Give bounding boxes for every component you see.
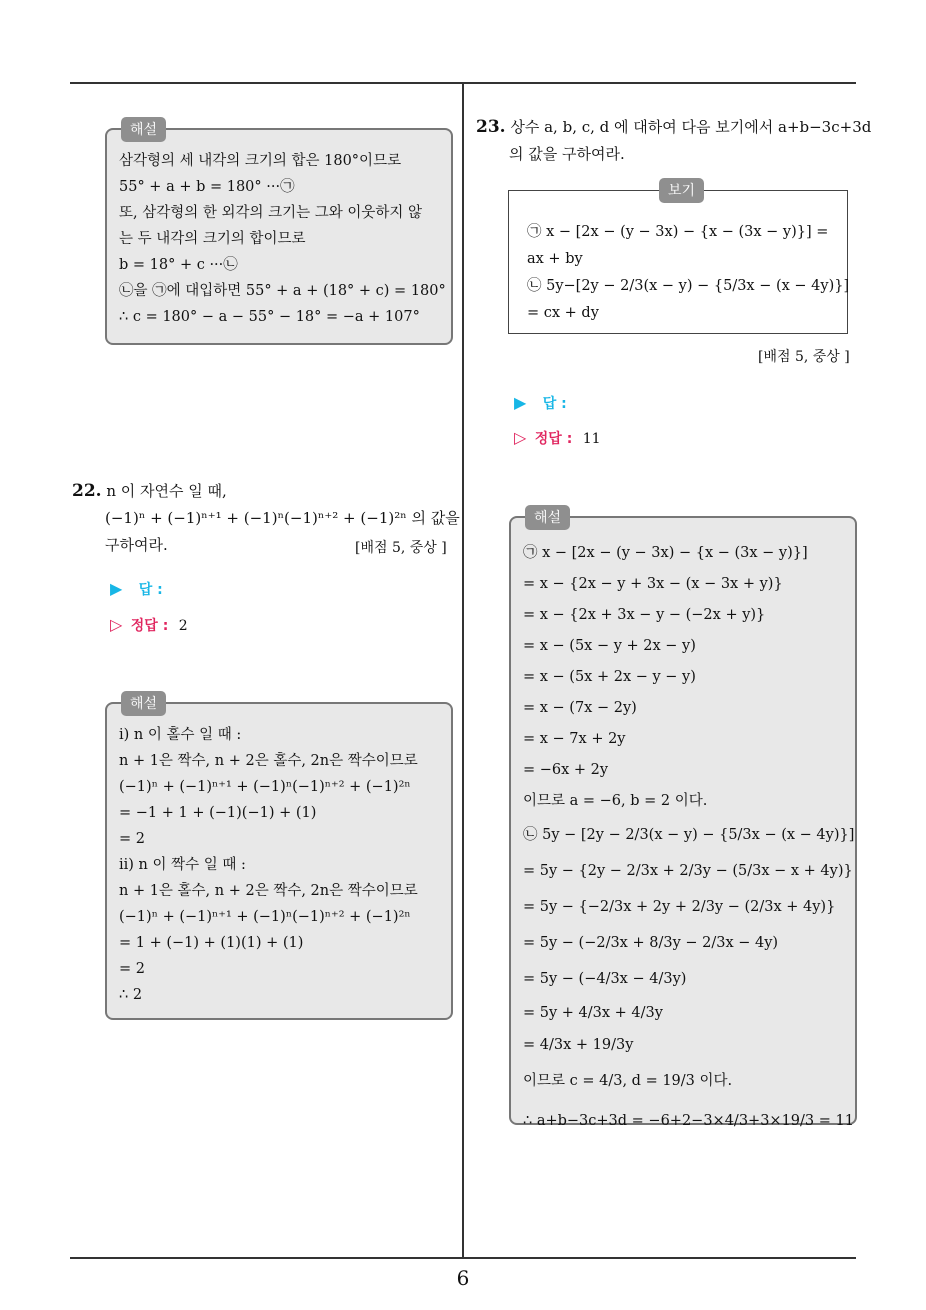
correct-value: 2	[178, 618, 188, 634]
explanation-line: 55° + a + b = 180° ···㉠	[119, 179, 295, 195]
explanation-line: = x − {2x − y + 3x − (x − 3x + y)}	[523, 576, 783, 592]
problem-number: 23.	[476, 117, 506, 137]
explanation-line: ∴ c = 180° − a − 55° − 18° = −a + 107°	[119, 309, 420, 325]
bottom-rule	[70, 1257, 856, 1259]
explanation-line: = x − (7x − 2y)	[523, 700, 637, 716]
explanation-line: i) n 이 홀수 일 때 :	[119, 727, 242, 743]
explanation-line: (−1)ⁿ + (−1)ⁿ⁺¹ + (−1)ⁿ(−1)ⁿ⁺² + (−1)²ⁿ	[119, 779, 411, 795]
problem-number: 22.	[72, 481, 102, 501]
play-icon: ▶	[110, 579, 123, 598]
explanation-line: = 2	[119, 961, 145, 977]
explanation-line: = 5y − {−2/3x + 2y + 2/3y − (2/3x + 4y)}	[523, 899, 836, 915]
explanation-line: 삼각형의 세 내각의 크기의 합은 180°이므로	[119, 153, 402, 169]
bogi-line: ax + by	[527, 251, 583, 267]
problem-text: 구하여라.	[105, 536, 168, 554]
correct-label: 정답 :	[130, 618, 169, 634]
correct-label: 정답 :	[534, 431, 573, 447]
correct-value: 11	[582, 431, 601, 447]
problem-text: 의 값을 구하여라.	[509, 145, 625, 163]
problem-text: n 이 자연수 일 때,	[106, 482, 227, 500]
explanation-line: = 5y + 4/3x + 4/3y	[523, 1005, 663, 1021]
explanation-line: ㉡을 ㉠에 대입하면 55° + a + (18° + c) = 180°	[119, 283, 446, 299]
explanation-line: = −1 + 1 + (−1)(−1) + (1)	[119, 805, 317, 821]
play-icon: ▶	[514, 393, 527, 412]
explanation-line: = x − {2x + 3x − y − (−2x + y)}	[523, 607, 766, 623]
explanation-tag: 해설	[121, 691, 166, 716]
explanation-line: = x − 7x + 2y	[523, 731, 626, 747]
explanation-line: = 2	[119, 831, 145, 847]
problem-text: (−1)ⁿ + (−1)ⁿ⁺¹ + (−1)ⁿ(−1)ⁿ⁺² + (−1)²ⁿ 의 값을	[105, 509, 460, 527]
explanation-line: ii) n 이 짝수 일 때 :	[119, 857, 246, 873]
explanation-line: ㉠ x − [2x − (y − 3x) − {x − (3x − y)}]	[523, 545, 808, 561]
explanation-line: n + 1은 짝수, n + 2은 홀수, 2n은 짝수이므로	[119, 753, 418, 769]
explanation-line: 이므로 c = 4/3, d = 19/3 이다.	[523, 1073, 733, 1089]
score-label: [배점 5, 중상 ]	[355, 540, 447, 556]
explanation-line: = 4/3x + 19/3y	[523, 1037, 634, 1053]
explanation-line: ㉡ 5y − [2y − 2/3(x − y) − {5/3x − (x − 4y)}]	[523, 827, 855, 843]
explanation-line: ∴ a+b−3c+3d = −6+2−3×4/3+3×19/3 = 11	[523, 1113, 854, 1129]
explanation-line: = −6x + 2y	[523, 762, 609, 778]
page-number: 6	[456, 1266, 470, 1290]
bogi-box	[508, 183, 850, 334]
explanation-box-23	[509, 510, 857, 1129]
explanation-line: 또, 삼각형의 한 외각의 크기는 그와 이웃하지 않	[119, 205, 423, 221]
play-outline-icon: ▷	[110, 615, 123, 634]
problem-text: 상수 a, b, c, d 에 대하여 다음 보기에서 a+b−3c+3d	[510, 118, 872, 136]
explanation-line: n + 1은 홀수, n + 2은 짝수, 2n은 짝수이므로	[119, 883, 418, 899]
explanation-tag: 해설	[525, 505, 570, 530]
explanation-line: = 5y − {2y − 2/3x + 2/3y − (5/3x − x + 4y)}	[523, 863, 853, 879]
explanation-line: 는 두 내각의 크기의 합이므로	[119, 231, 306, 247]
explanation-line: b = 18° + c ···㉡	[119, 257, 238, 273]
bogi-line: ㉡ 5y−[2y − 2/3(x − y) − {5/3x − (x − 4y)}]	[527, 278, 850, 294]
bogi-tag: 보기	[659, 178, 704, 203]
explanation-line: = 5y − (−2/3x + 8/3y − 2/3x − 4y)	[523, 935, 779, 951]
explanation-box-21	[105, 122, 453, 345]
problem-23	[476, 114, 872, 168]
explanation-line: = 5y − (−4/3x − 4/3y)	[523, 971, 687, 987]
bogi-line: ㉠ x − [2x − (y − 3x) − {x − (3x − y)}] =	[527, 224, 829, 240]
explanation-line: = x − (5x + 2x − y − y)	[523, 669, 696, 685]
play-outline-icon: ▷	[514, 428, 527, 447]
answer-label: 답 :	[138, 582, 163, 598]
answer-row	[110, 579, 163, 599]
explanation-line: 이므로 a = −6, b = 2 이다.	[523, 793, 708, 809]
column-divider	[462, 84, 464, 1257]
explanation-line: (−1)ⁿ + (−1)ⁿ⁺¹ + (−1)ⁿ(−1)ⁿ⁺² + (−1)²ⁿ	[119, 909, 411, 925]
correct-answer-row	[514, 428, 601, 448]
explanation-box-22	[105, 696, 453, 1020]
explanation-tag: 해설	[121, 117, 166, 142]
correct-answer-row	[110, 615, 188, 635]
answer-row	[514, 393, 567, 413]
explanation-line: = 1 + (−1) + (1)(1) + (1)	[119, 935, 304, 951]
explanation-line: = x − (5x − y + 2x − y)	[523, 638, 696, 654]
explanation-line: ∴ 2	[119, 987, 143, 1003]
answer-label: 답 :	[542, 396, 567, 412]
score-label: [배점 5, 중상 ]	[758, 349, 850, 365]
bogi-line: = cx + dy	[527, 305, 599, 321]
